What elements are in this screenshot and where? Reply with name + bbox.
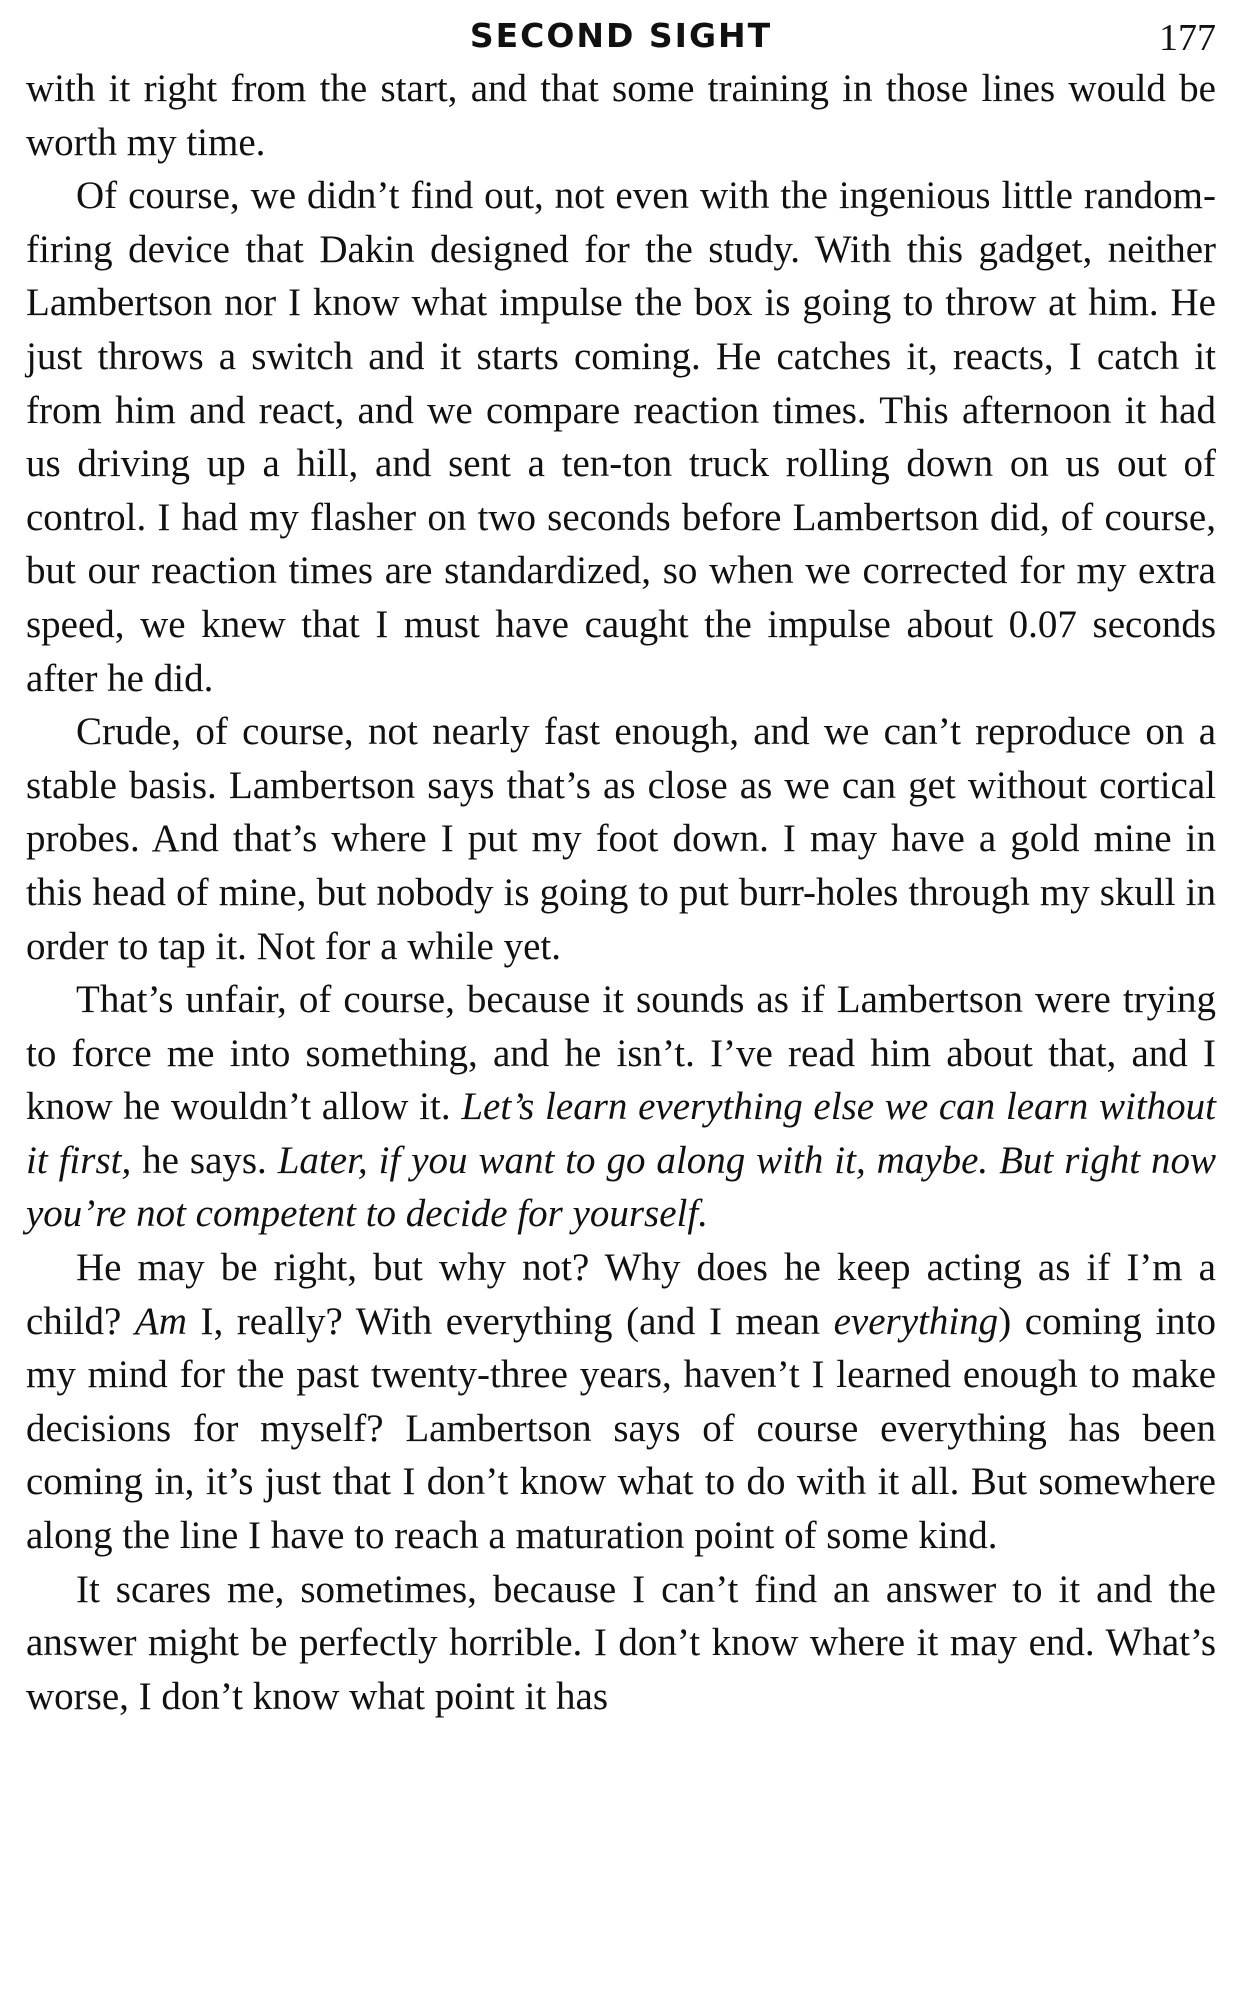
paragraph	[26, 169, 1216, 705]
book-page	[26, 10, 1216, 1723]
text-run: Of course, we didn’t find out, not even with the ingenious little random-firing device that Dakin designed for the study. With this gadget, neither Lambertson nor I know what impulse the box is going to throw at him. He just throws a switch and it starts coming. He catches it, reacts, I catch it from him and react, and we compare reaction times. This afternoon it had us driving up a hill, and sent a ten-ton truck rolling down on us out of control. I had my flasher on two seconds before Lambertson did, of course, but our reaction times are standardized, so when we corrected for my extra speed, we knew that I must have caught the impulse about 0.07 seconds after he did.	[26, 174, 1216, 700]
paragraph	[26, 973, 1216, 1241]
page-number: 177	[1159, 17, 1216, 59]
text-run: Crude, of course, not nearly fast enough, and we can’t reproduce on a stable basis. Lambertson says that’s as close as we can get without cortical probes. And that’s where I put my foot down. I may have a gold mine in this head of mine, but nobody is going to put burr-holes through my skull in order to tap it. Not for a while yet.	[26, 710, 1216, 968]
text-run: He may be right, but why not? Why does he keep acting as if I’m a child?	[26, 1246, 1216, 1343]
text-run: I, really? With everything (and I mean	[186, 1299, 834, 1343]
italic-run: Later, if you want to go along with it, maybe. But right now you’re not competent to decide for yourself.	[26, 1138, 1216, 1236]
paragraph	[26, 1241, 1216, 1563]
text-run: That’s unfair, of course, because it sounds as if Lambertson were trying to force me into something, and he isn’t. I’ve read him about that, and I know he wouldn’t allow it.	[26, 978, 1216, 1129]
text-run: It scares me, sometimes, because I can’t find an answer to it and the answer might be perfectly horrible. I don’t know where it may end. What’s worse, I don’t know what point it has	[26, 1567, 1216, 1718]
italic-run: Let’s learn everything else we can learn without it first,	[26, 1085, 1216, 1182]
italic-run: Am	[134, 1299, 187, 1343]
italic-run: everything	[833, 1299, 999, 1343]
paragraph-continued	[26, 62, 1216, 169]
body-text	[26, 62, 1216, 1723]
text-run: ) coming into my mind for the past twenty-three years, haven’t I learned enough to make decisions for myself? Lambertson says of course everything has been coming in, it’s just that I don’t know what to do with it all. But somewhere along the line I have to reach a maturation point of some kind.	[26, 1299, 1216, 1558]
text-run: with it right from the start, and that some training in those lines would be worth my time.	[26, 67, 1216, 164]
text-run: he says.	[131, 1138, 278, 1182]
running-header	[26, 10, 1216, 62]
paragraph	[26, 1563, 1216, 1724]
paragraph	[26, 705, 1216, 973]
running-title: SECOND SIGHT	[469, 16, 773, 55]
